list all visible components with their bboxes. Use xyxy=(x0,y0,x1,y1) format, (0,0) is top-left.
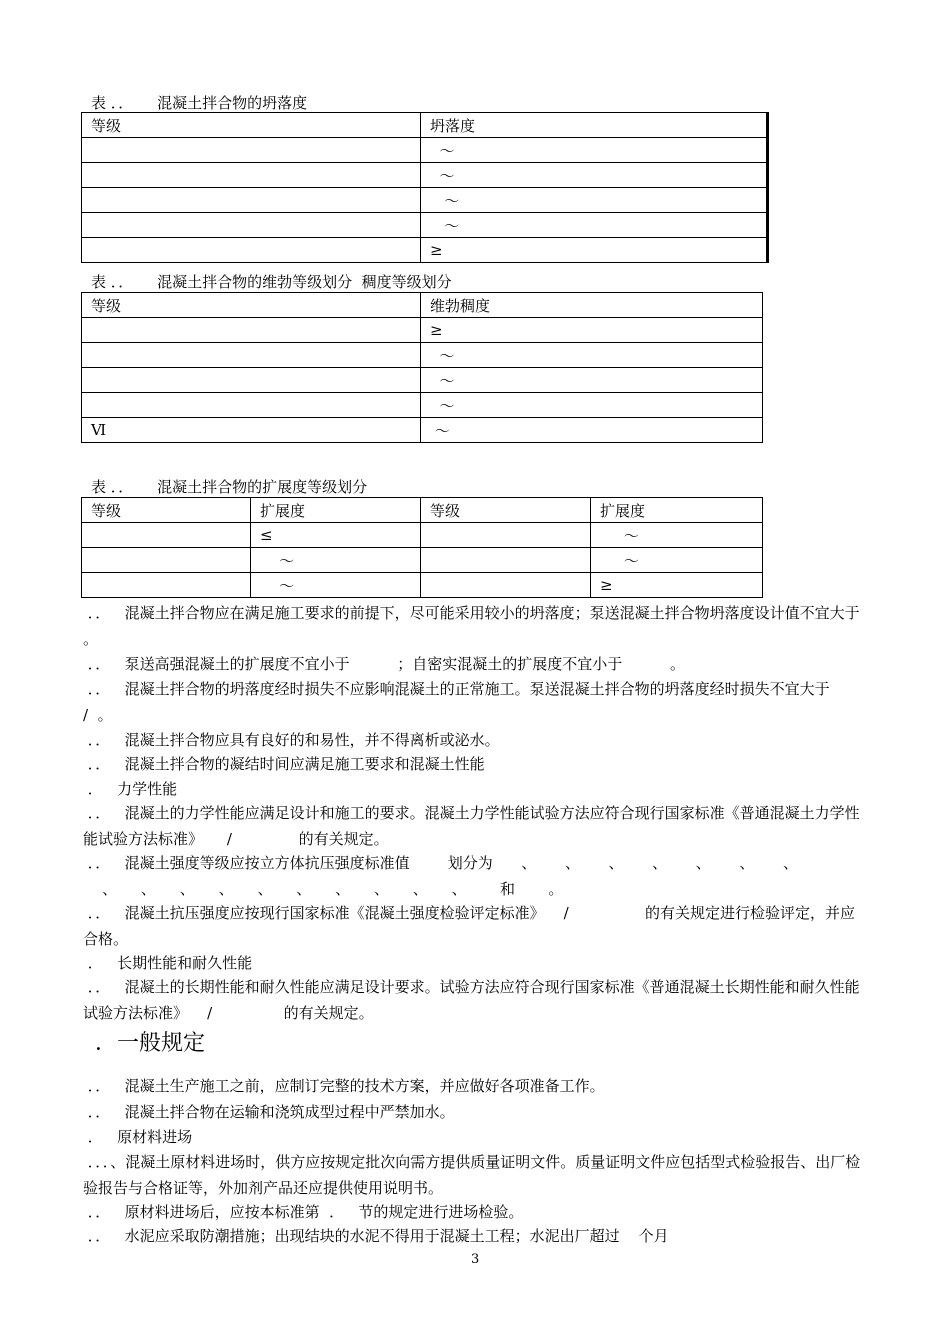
table-header-cell: 扩展度 xyxy=(591,498,763,523)
table-cell: ～ xyxy=(421,163,768,188)
table3-caption: 表 ．． 混凝土拌合物的扩展度等级划分 xyxy=(91,478,368,496)
table-cell xyxy=(82,238,421,263)
table-cell xyxy=(82,188,421,213)
paragraph: ．． 混凝土拌合物应具有良好的和易性，并不得离析或泌水。 xyxy=(83,731,500,749)
table-cell: ～ xyxy=(251,573,421,598)
slump-table xyxy=(81,112,769,263)
table-row xyxy=(82,188,768,213)
table-row xyxy=(82,368,763,393)
vebe-table xyxy=(81,292,763,443)
table-cell xyxy=(82,368,421,393)
subsection-heading: ． 长期性能和耐久性能 xyxy=(83,954,253,972)
table-row xyxy=(82,318,763,343)
paragraph: ．．．、混凝土原材料进场时，供方应按规定批次向需方提供质量证明文件。质量证明文件应包括型式检验报告、出厂检验报告与合格证等，外加剂产品还应提供使用说明书。 xyxy=(83,1153,861,1197)
table-cell: ～ xyxy=(421,138,768,163)
paragraph: ．． 水泥应采取防潮措施；出现结块的水泥不得用于混凝土工程；水泥出厂超过 个月 xyxy=(83,1227,669,1245)
table-cell: ～ xyxy=(251,548,421,573)
table-row xyxy=(82,523,763,548)
table-cell: ≥ xyxy=(591,573,763,598)
table-cell: ～ xyxy=(591,523,763,548)
table-cell: ～ xyxy=(421,343,763,368)
page-number: 3 xyxy=(471,1252,480,1267)
paragraph: ．． 原材料进场后，应按本标准第 ． 节的规定进行进场检验。 xyxy=(83,1203,524,1221)
paragraph: ．． 混凝土拌合物应在满足施工要求的前提下，尽可能采用较小的坍落度；泵送混凝土拌合物坍落度设计值不宜大于 。 xyxy=(83,604,908,648)
table-header-cell: 坍落度 xyxy=(421,113,768,138)
table-header-cell: 等级 xyxy=(82,113,421,138)
table-cell xyxy=(82,163,421,188)
paragraph: ．． 混凝土抗压强度应按现行国家标准《混凝土强度检验评定标准》 / 的有关规定进行检验评定，并应合格。 xyxy=(83,904,856,948)
table-cell: ～ xyxy=(421,393,763,418)
table-cell: ～ xyxy=(421,368,763,393)
spread-table xyxy=(81,497,763,598)
table-cell: ～ xyxy=(421,418,763,443)
table-header-row xyxy=(82,113,768,138)
table-cell xyxy=(82,393,421,418)
table-cell xyxy=(82,138,421,163)
table-cell xyxy=(82,548,251,573)
table-header-cell: 等级 xyxy=(82,498,251,523)
paragraph: ．． 混凝土的长期性能和耐久性能应满足设计要求。试验方法应符合现行国家标准《普通混凝土长期性能和耐久性能试验方法标准》 / 的有关规定。 xyxy=(83,978,860,1022)
table-header-row xyxy=(82,498,763,523)
table-cell: Ⅵ xyxy=(82,418,421,443)
table-row xyxy=(82,238,768,263)
table-cell xyxy=(421,548,591,573)
table-header-row xyxy=(82,293,763,318)
table-header-cell: 维勃稠度 xyxy=(421,293,763,318)
paragraph: ．． 混凝土强度等级应按立方体抗压强度标准值 划分为 、 、 、 、 、 、 、 、 、 、 、 、 、 、 、 、 、 和 。 xyxy=(87,854,798,898)
table-header-cell: 扩展度 xyxy=(251,498,421,523)
table-cell xyxy=(421,573,591,598)
section-heading: ．一般规定 xyxy=(95,1031,206,1056)
paragraph: ．． 混凝土生产施工之前，应制订完整的技术方案，并应做好各项准备工作。 xyxy=(83,1077,605,1095)
table-row xyxy=(82,343,763,368)
table-cell xyxy=(82,213,421,238)
table-cell: ～ xyxy=(591,548,763,573)
paragraph: ．． 混凝土拌合物在运输和浇筑成型过程中严禁加水。 xyxy=(83,1103,455,1121)
table-row xyxy=(82,573,763,598)
table-cell: ≥ xyxy=(421,238,768,263)
paragraph: ．． 混凝土的力学性能应满足设计和施工的要求。混凝土力学性能试验方法应符合现行国家标准《普通混凝土力学性能试验方法标准》 / 的有关规定。 xyxy=(83,804,860,848)
table-cell xyxy=(82,318,421,343)
table1-caption: 表 ．． 混凝土拌合物的坍落度 xyxy=(91,94,308,112)
table2-caption: 表 ．． 混凝土拌合物的维勃等级划分 稠度等级划分 xyxy=(91,273,452,291)
table-row xyxy=(82,138,768,163)
table-row xyxy=(82,213,768,238)
subsection-heading: ． 力学性能 xyxy=(83,780,178,798)
table-cell: ～ xyxy=(421,188,768,213)
subsection-heading: ． 原材料进场 xyxy=(83,1128,193,1146)
paragraph: ．． 混凝土拌合物的坍落度经时损失不应影响混凝土的正常施工。泵送混凝土拌合物的坍落度经时损失不宜大于 / 。 xyxy=(83,680,868,724)
table-header-cell: 等级 xyxy=(82,293,421,318)
table-cell xyxy=(421,523,591,548)
table-row xyxy=(82,393,763,418)
table-header-cell: 等级 xyxy=(421,498,591,523)
table-cell xyxy=(82,343,421,368)
table-row xyxy=(82,418,763,443)
table-cell xyxy=(82,523,251,548)
table-cell: ≤ xyxy=(251,523,421,548)
paragraph: ．． 泵送高强混凝土的扩展度不宜小于 ；自密实混凝土的扩展度不宜小于 。 xyxy=(83,655,685,673)
table-cell: ≥ xyxy=(421,318,763,343)
table-cell xyxy=(82,573,251,598)
paragraph: ．． 混凝土拌合物的凝结时间应满足施工要求和混凝土性能 xyxy=(83,755,485,773)
table-cell: ～ xyxy=(421,213,768,238)
table-row xyxy=(82,163,768,188)
table-row xyxy=(82,548,763,573)
